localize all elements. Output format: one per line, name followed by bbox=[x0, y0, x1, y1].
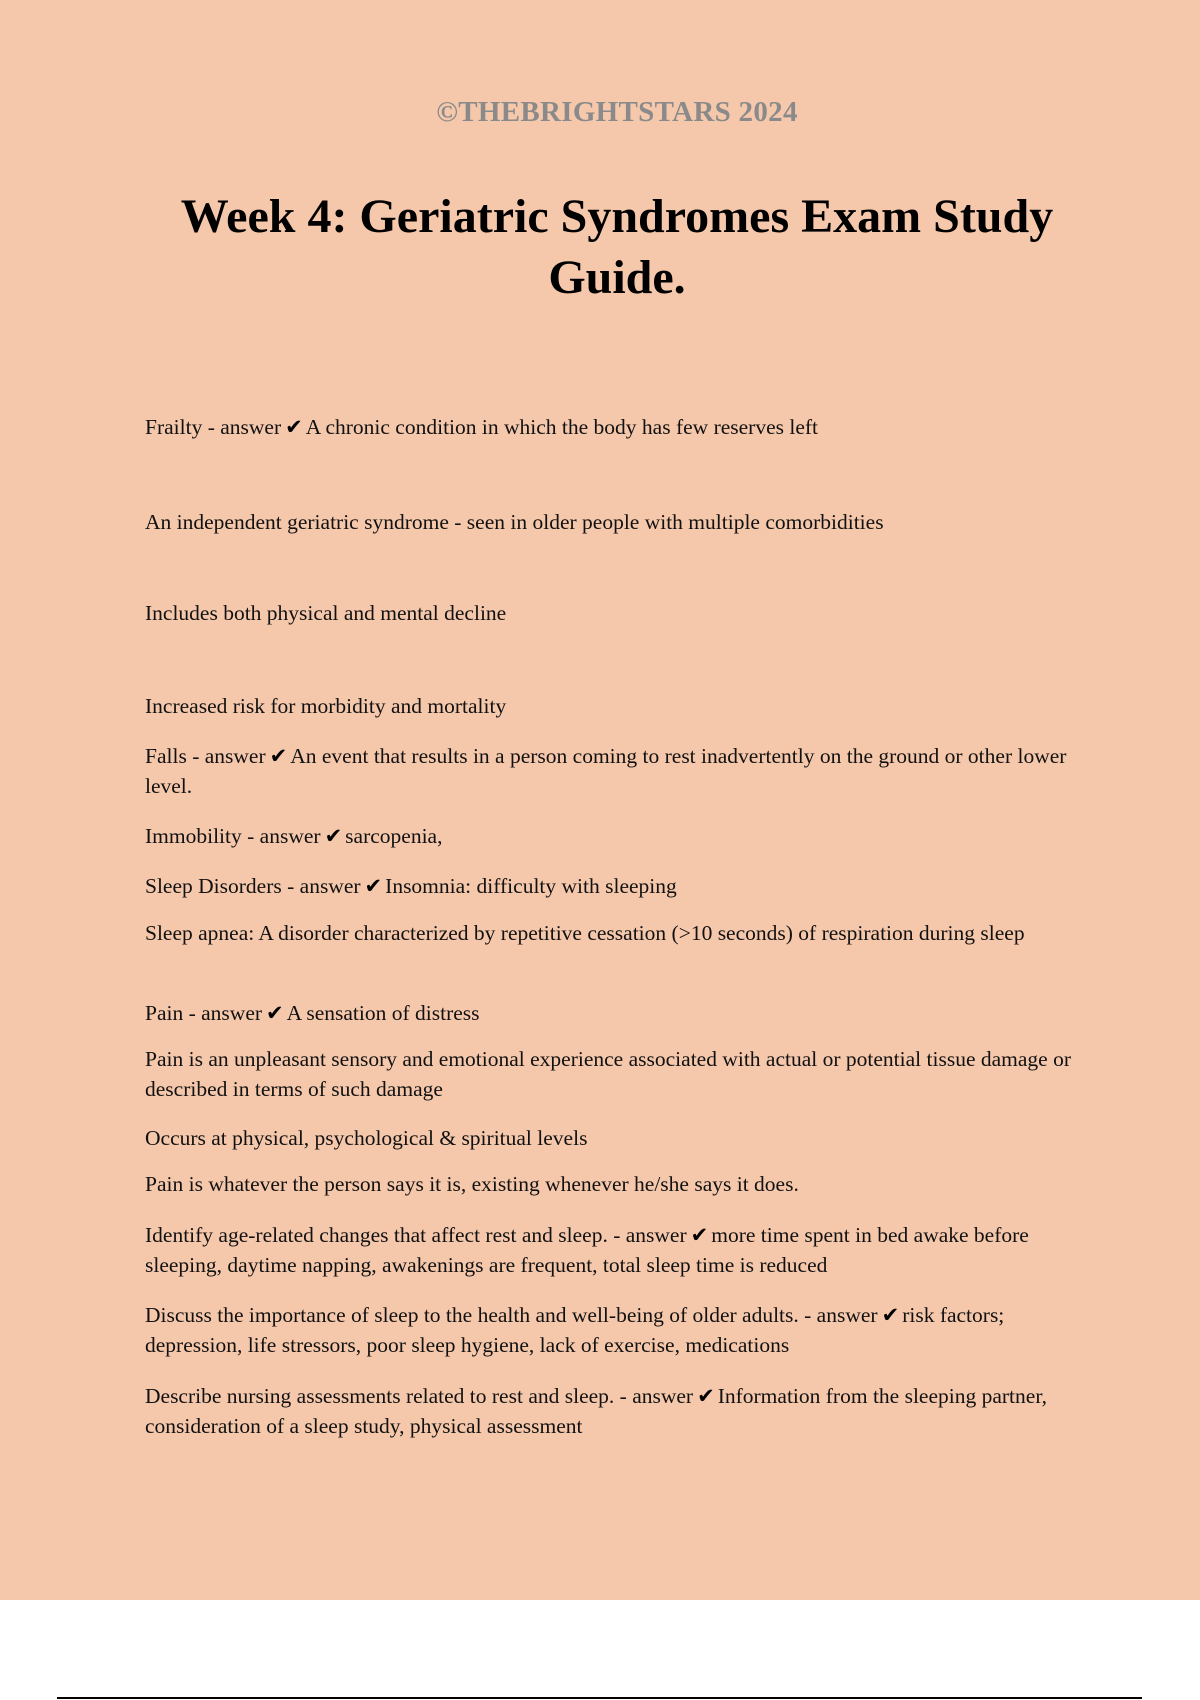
entry-answer: A sensation of distress bbox=[286, 1001, 480, 1025]
entry-term: Sleep Disorders - answer bbox=[145, 874, 361, 898]
note-line: Includes both physical and mental decline bbox=[145, 601, 507, 625]
qa-entry-sleep-disorders bbox=[145, 871, 1090, 901]
checkmark-icon: ✔ bbox=[324, 824, 343, 848]
entry-term: Immobility - answer bbox=[145, 824, 321, 848]
checkmark-icon: ✔ bbox=[269, 744, 288, 768]
page-title: Week 4: Geriatric Syndromes Exam Study Guide. bbox=[180, 190, 1054, 304]
entry-term: Describe nursing assessments related to rest and sleep. - answer bbox=[145, 1384, 694, 1408]
entry-answer: sarcopenia, bbox=[345, 824, 443, 848]
qa-entry-pain bbox=[145, 998, 1090, 1028]
qa-entry-immobility bbox=[145, 821, 1090, 851]
entry-answer: Insomnia: difficulty with sleeping bbox=[385, 874, 677, 898]
checkmark-icon: ✔ bbox=[697, 1384, 715, 1408]
note-line: Sleep apnea: A disorder characterized by repetitive cessation (>10 seconds) of respiration during sleep bbox=[145, 921, 1025, 945]
qa-entry-frailty bbox=[145, 412, 1090, 442]
checkmark-icon: ✔ bbox=[364, 874, 383, 898]
entry-term: Identify age-related changes that affect rest and sleep. - answer bbox=[145, 1223, 687, 1247]
checkmark-icon: ✔ bbox=[266, 1001, 284, 1025]
entry-answer: Information from the sleeping partner, consideration of a sleep study, physical assessment bbox=[145, 1384, 1047, 1438]
footer-divider bbox=[57, 1697, 1142, 1699]
entry-term: Falls - answer bbox=[145, 744, 266, 768]
checkmark-icon: ✔ bbox=[690, 1223, 709, 1247]
copyright-watermark: ©THEBRIGHTSTARS 2024 bbox=[436, 96, 798, 128]
note-line: Occurs at physical, psychological & spiritual levels bbox=[145, 1126, 588, 1150]
entry-answer: risk factors; depression, life stressors, poor sleep hygiene, lack of exercise, medications bbox=[145, 1303, 1005, 1357]
note-line: An independent geriatric syndrome - seen in older people with multiple comorbidities bbox=[145, 510, 884, 534]
qa-entry-falls bbox=[145, 741, 1090, 801]
note-line: Pain is an unpleasant sensory and emotional experience associated with actual or potential tissue damage or described in terms of such damage bbox=[145, 1047, 1072, 1101]
note-line: Increased risk for morbidity and mortality bbox=[145, 694, 507, 718]
qa-entry-sleep-importance bbox=[145, 1300, 1090, 1360]
checkmark-icon: ✔ bbox=[285, 415, 303, 439]
entry-answer: A chronic condition in which the body has few reserves left bbox=[305, 415, 819, 439]
entry-answer: An event that results in a person coming to rest inadvertently on the ground or other lower level. bbox=[145, 744, 1067, 798]
entry-term: Discuss the importance of sleep to the health and well-being of older adults. - answer bbox=[145, 1303, 878, 1327]
qa-entry-age-related-changes bbox=[145, 1220, 1090, 1280]
note-line: Pain is whatever the person says it is, existing whenever he/she says it does. bbox=[145, 1172, 799, 1196]
entry-answer: more time spent in bed awake before sleeping, daytime napping, awakenings are frequent, total sleep time is reduced bbox=[145, 1223, 1029, 1277]
qa-entry-nursing-assessments bbox=[145, 1381, 1090, 1441]
checkmark-icon: ✔ bbox=[881, 1303, 900, 1327]
entry-term: Pain - answer bbox=[145, 1001, 263, 1025]
entry-term: Frailty - answer bbox=[145, 415, 282, 439]
